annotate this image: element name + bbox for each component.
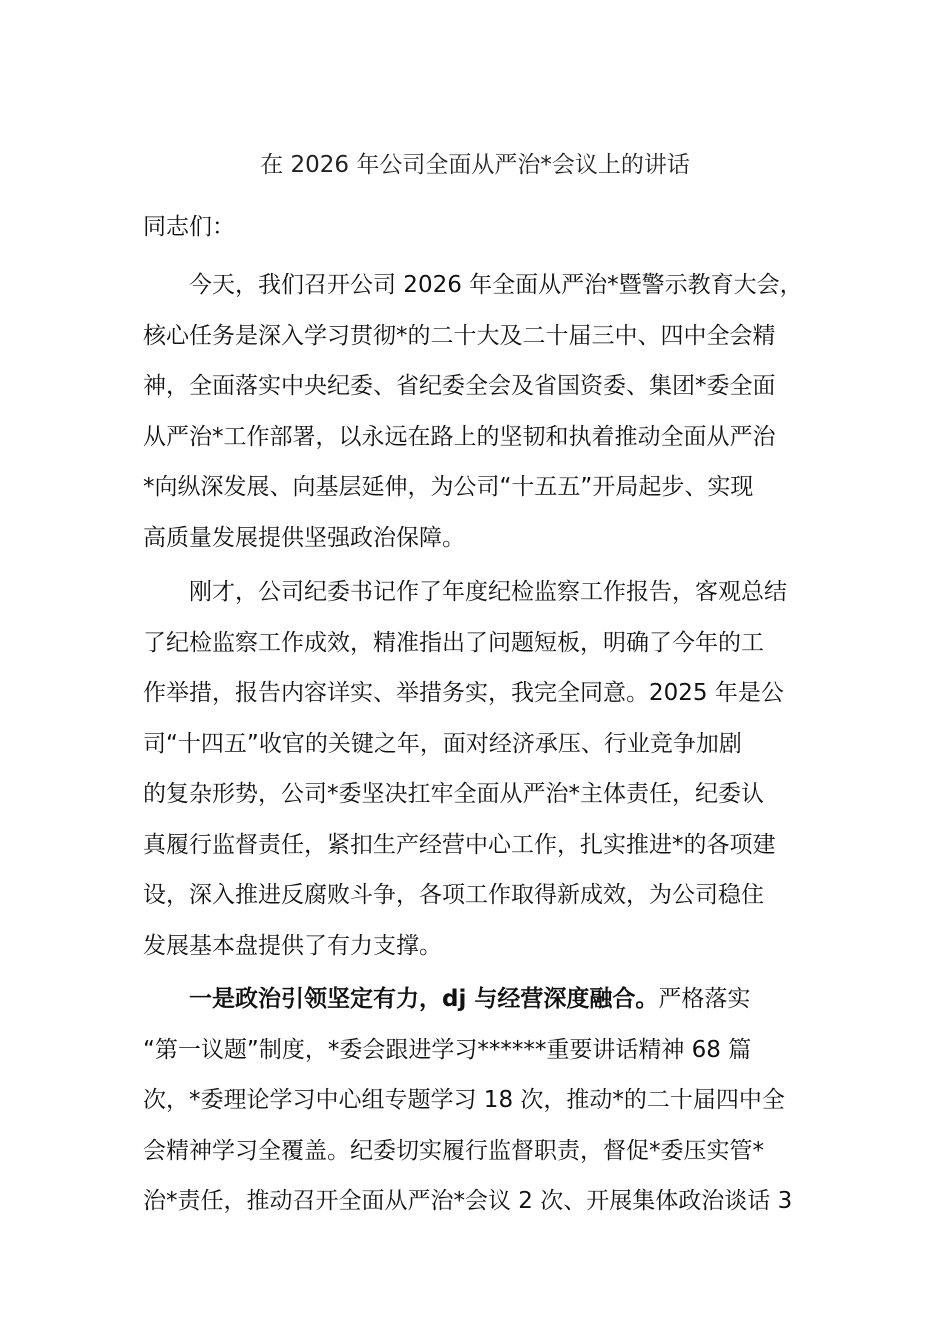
greeting: 同志们： xyxy=(143,214,235,240)
paragraph-line: 设，深入推进反腐败斗争，各项工作取得新成效，为公司稳住 xyxy=(143,882,764,908)
paragraph-line: 真履行监督责任，紧扣生产经营中心工作，扎实推进*的各项建 xyxy=(143,831,776,858)
paragraph-line: 发展基本盘提供了有力支撑。 xyxy=(143,932,442,959)
paragraph-line: 的复杂形势，公司*委坚决扛牢全面从严治*主体责任，纪委认 xyxy=(143,781,764,807)
document-title: 在 2026 年公司全面从严治*会议上的讲话 xyxy=(260,152,690,178)
paragraph-1 xyxy=(143,268,823,571)
paragraph-line: 治*责任，推动召开全面从严治*会议 2 次、开展集体政治谈话 3 xyxy=(143,1188,793,1214)
paragraph-line: 司“十四五”收官的关键之年，面对经济承压、行业竞争加剧 xyxy=(143,730,742,757)
paragraph-line xyxy=(143,982,823,1033)
paragraph-2 xyxy=(143,575,823,979)
paragraph-line: 会精神学习全覆盖。纪委切实履行监督职责，督促*委压实管* xyxy=(143,1137,764,1164)
paragraph-line: 核心任务是深入学习贯彻*的二十大及二十届三中、四中全会精 xyxy=(143,322,776,349)
paragraph-line: 从严治*工作部署，以永远在路上的坚韧和执着推动全面从严治 xyxy=(143,423,776,450)
paragraph-line: 高质量发展提供坚强政治保障。 xyxy=(143,524,465,551)
paragraph-line: 了纪检监察工作成效，精准指出了问题短板，明确了今年的工 xyxy=(143,629,764,656)
paragraph-3 xyxy=(143,982,823,1235)
paragraph-line: *向纵深发展、向基层延伸，为公司“十五五”开局起步、实现 xyxy=(143,474,754,500)
paragraph-line: 今天，我们召开公司 2026 年全面从严治*暨警示教育大会， xyxy=(143,272,803,298)
paragraph-line: 神，全面落实中央纪委、省纪委全会及省国资委、集团*委全面 xyxy=(143,373,776,399)
paragraph-line: 作举措，报告内容详实、举措务实，我完全同意。2025 年是公 xyxy=(143,680,784,706)
paragraph-text: 严格落实 xyxy=(658,986,751,1012)
paragraph-line: 次，*委理论学习中心组专题学习 18 次，推动*的二十届四中全 xyxy=(143,1087,785,1113)
paragraph-line: 刚才，公司纪委书记作了年度纪检监察工作报告，客观总结 xyxy=(143,579,787,605)
section-heading: 一是政治引领坚定有力，dj 与经营深度融合。 xyxy=(143,986,659,1012)
paragraph-line: “第一议题”制度，*委会跟进学习******重要讲话精神 68 篇 xyxy=(143,1036,752,1063)
